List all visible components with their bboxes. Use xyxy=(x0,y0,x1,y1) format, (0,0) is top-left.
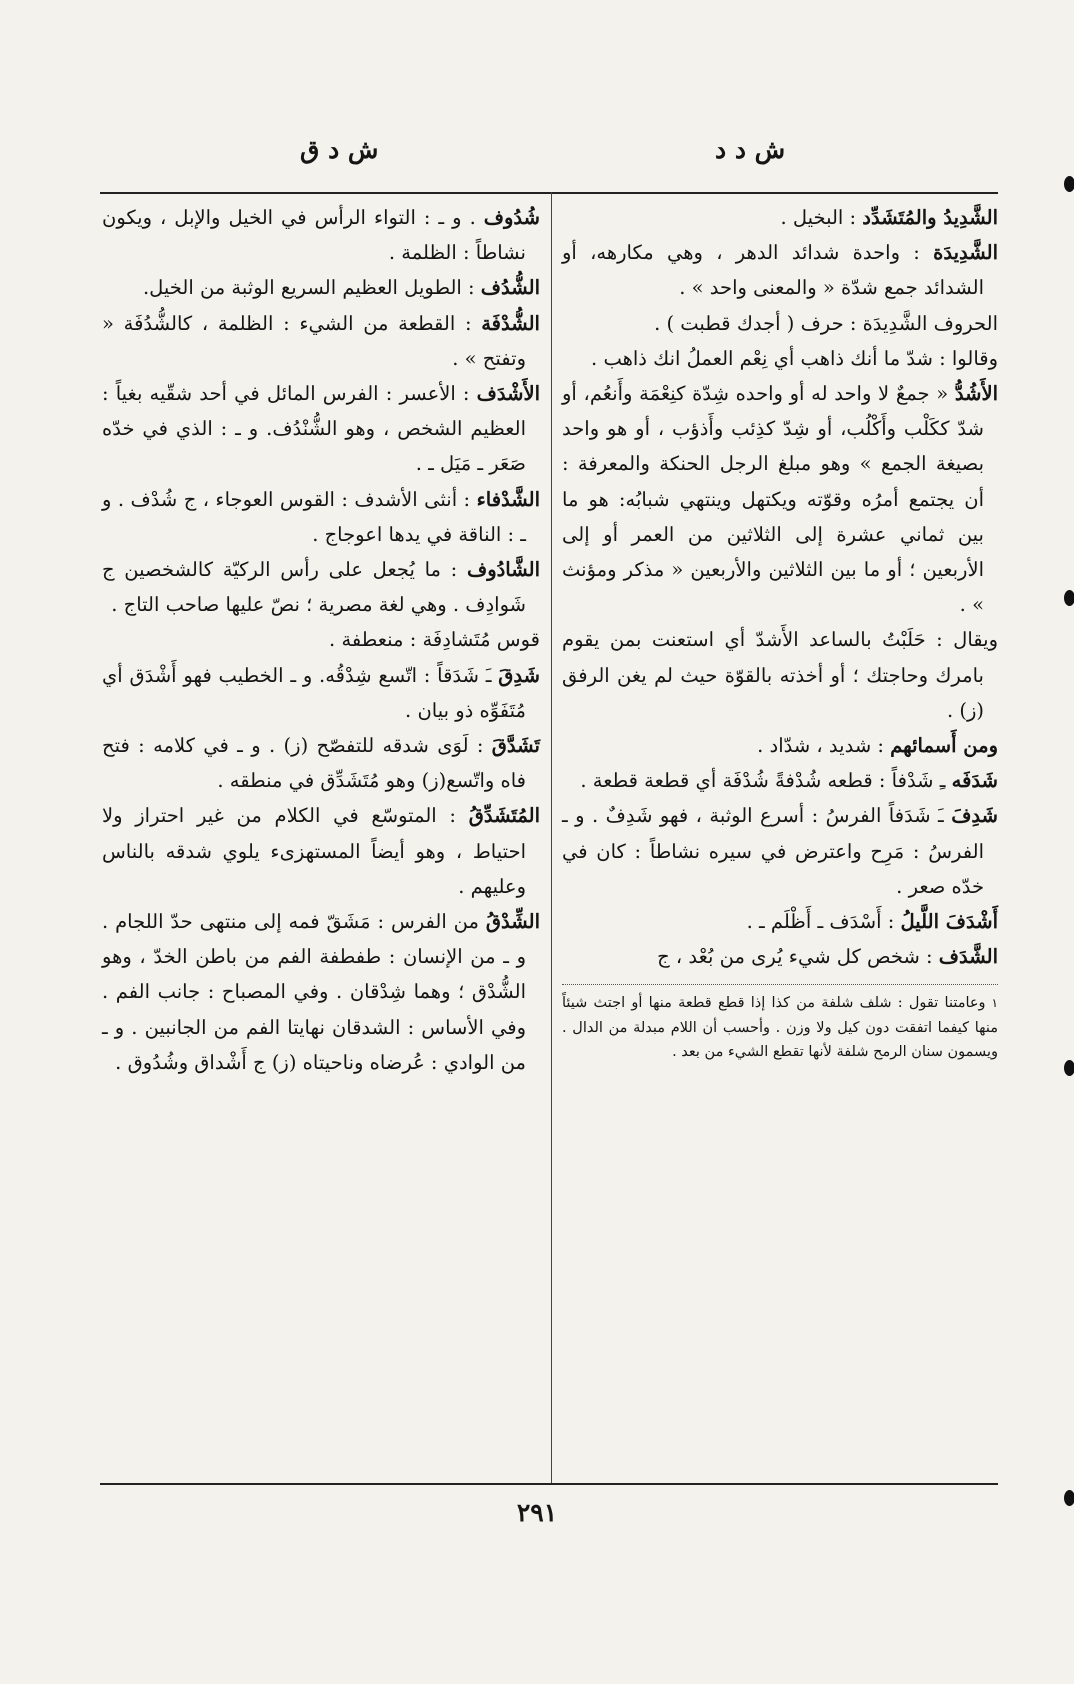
dictionary-entry xyxy=(562,200,998,235)
headword: المُتَشَدِّقُ xyxy=(468,804,541,828)
definition: : الطويل العظيم السريع الوثبة من الخيل. xyxy=(142,276,475,300)
dictionary-entry xyxy=(102,306,540,376)
margin-bullet-mark xyxy=(1064,590,1074,606)
running-head-right-root: ش د د xyxy=(715,135,786,164)
dictionary-entry xyxy=(102,482,540,552)
headword: الشَّدْفاء xyxy=(476,487,541,511)
definition: الحروف الشَّدِيدَة : حرف ( أجدك قطبت ) . xyxy=(654,311,998,335)
bottom-rule xyxy=(100,1483,998,1485)
page-number: ٢٩١ xyxy=(516,1498,558,1527)
definition: ويقال : حَلَبْتُ بالساعد الأَشدّ أي استعنت بمن يقوم بامرك وحاجتك ؛ أو أخذته بالقوّة حيث لم يغن الرفق (ز) . xyxy=(562,628,998,722)
running-head-left-root: ش د ق xyxy=(300,135,379,164)
definition: . و ـ : التواء الرأس في الخيل والإبل ، ويكون نشاطاً : الظلمة . xyxy=(102,206,526,265)
top-rule xyxy=(100,192,998,194)
definition: : المتوسّع في الكلام من غير احتراز ولا احتياط ، وهو أيضاً المستهزىء يلوي شدقه بالناس وعليهم . xyxy=(102,804,526,898)
dictionary-entry xyxy=(102,200,540,270)
right-column xyxy=(562,200,998,1065)
dictionary-entry xyxy=(562,376,998,622)
definition: : أنثى الأشدف : القوس العوجاء ، ج شُدْف . و ـ : الناقة في يدها اعوجاج . xyxy=(102,487,526,546)
dictionary-entry xyxy=(102,728,540,798)
headword: الأَشْدَف xyxy=(476,382,540,406)
headword: ومن أَسمائهم xyxy=(890,734,998,758)
dictionary-entry xyxy=(562,798,998,904)
headword: تَشَدَّقَ xyxy=(491,734,540,758)
footnote xyxy=(562,991,998,1065)
definition: : البخيل . xyxy=(780,206,857,229)
dictionary-entry xyxy=(102,622,540,657)
headword: الشُّدُف xyxy=(480,276,540,300)
definition: وقالوا : شدّ ما أنك ذاهب أي نِعْم العملُ انك ذاهب . xyxy=(591,346,998,370)
margin-bullet-mark xyxy=(1064,1060,1074,1076)
column-divider xyxy=(551,192,552,1483)
definition: : ما يُجعل على رأس الركيّة كالشخصين ج شَوادِف . وهي لغة مصرية ؛ نصّ عليها صاحب التاج . xyxy=(102,558,526,617)
dictionary-entry xyxy=(102,658,540,728)
dictionary-entry xyxy=(562,622,998,728)
definition: ـِ شَدْفاً : قطعه شُدْفةً شُدْفَة أي قطعة قطعة . xyxy=(580,769,946,793)
footnote-text: وعامتنا تقول : شلف شلفة من كذا إذا قطع قطعة منها أو اجتث شيئاً منها كيفما اتفقت دون كيل ولا وزن . وأحسب أن اللام مبدلة من الدال . ويسمون سنان الرمح شلفة لأنها تقطع الشيء من بعد . xyxy=(562,995,998,1061)
margin-bullet-mark xyxy=(1064,1490,1074,1506)
dictionary-entry xyxy=(102,904,540,1080)
footnote-number: ١ xyxy=(991,996,998,1011)
headword: الشَّدِيدَة xyxy=(933,241,998,265)
dictionary-entry xyxy=(562,235,998,305)
dictionary-entry xyxy=(562,904,998,939)
dictionary-entry xyxy=(102,376,540,482)
definition: : القطعة من الشيء : الظلمة ، كالشُّدُفَة « وتفتح » . xyxy=(102,311,526,370)
dictionary-entry xyxy=(562,939,998,974)
left-column xyxy=(102,200,540,1080)
definition: : لَوَى شدقه للتفصّح (ز) . و ـ في كلامه : فتح فاه واتّسع(ز) وهو مُتَشَدِّق في منطقه . xyxy=(102,734,526,793)
headword: أَشْدَفَ اللَّيلُ xyxy=(900,910,998,934)
definition: ـَ شَدَفاً الفرسُ : أسرع الوثبة ، فهو شَدِفٌ . و ـ الفرسُ : مَرِح واعترض في سيره نشاطاً : كان في خدّه صعر . xyxy=(562,804,984,898)
headword: الشَّدَف xyxy=(938,945,998,969)
definition: : الأعسر : الفرس المائل في أحد شقّيه بغياً : العظيم الشخص ، وهو الشُّنْدُف. و ـ : الذي في خدّه صَعَر ـ مَيَل ـ . xyxy=(102,382,526,476)
headword: الشُّدْفَة xyxy=(481,311,540,335)
headword: شُدُوف xyxy=(483,206,540,229)
margin-bullet-mark xyxy=(1064,176,1074,192)
dictionary-entry xyxy=(562,728,998,763)
definition: : واحدة شدائد الدهر ، وهي مكارهه، أو الشدائد جمع شدّة « والمعنى واحد » . xyxy=(562,241,984,300)
dictionary-entry xyxy=(562,306,998,341)
dictionary-entry xyxy=(102,552,540,622)
definition: : أَسْدَف ـ أَظْلَم ـ . xyxy=(746,910,895,934)
definition: قوس مُتَشادِفَة : منعطفة . xyxy=(329,628,540,652)
headword: الشِّدْقُ xyxy=(485,910,541,934)
dictionary-entry xyxy=(562,341,998,376)
headword: شَدِقَ xyxy=(498,663,540,687)
definition: : شديد ، شدّاد . xyxy=(757,734,884,758)
dictionary-entry xyxy=(102,270,540,305)
headword: شَدَفَه xyxy=(951,769,998,793)
footnote-rule xyxy=(562,984,998,985)
headword: شَدِفَ xyxy=(951,804,999,828)
dictionary-entry xyxy=(562,763,998,798)
dictionary-entry xyxy=(102,798,540,904)
definition: « جمعٌ لا واحد له أو واحده شِدّة كنِعْمَة وأَنعُم، أو شدّ ككَلْب وأَكْلُب، أو شِدّ كذِئب وأَذؤب ، أو هو واحد بصيغة الجمع » وهو مبلغ الرجل الحنكة والمعرفة : أن يجتمع أمرُه وقوّته ويكتهل وينتهي شبابُه: هو ما بين ثماني عشرة إلى الثلاثين من العمر أو إلى الأربعين ؛ أو ما بين الثلاثين والأربعين « مذكر ومؤنث » . xyxy=(562,382,984,617)
definition: من الفرس : مَشَقّ فمه إلى منتهى حدّ اللجام . و ـ من الإنسان : طفطفة الفم من باطن الخدّ ، وهو الشُّدْق ؛ وهما شِدْقان . وفي المصباح : جانب الفم . وفي الأساس : الشدقان نهايتا الفم من الجانبين . و ـ من الوادي : عُرضاه وناحيتاه (ز) ج أَشْداق وشُدُوق . xyxy=(102,910,526,1074)
headword: الأَشُدُّ xyxy=(954,382,998,406)
definition: ـَ شَدَقاً : اتّسع شِدْقُه. و ـ الخطيب فهو أَشْدَق أي مُتَفَوِّه ذو بيان . xyxy=(102,663,526,722)
headword: الشَّادُوف xyxy=(466,558,540,582)
definition: : شخص كل شيء يُرى من بُعْد ، ج xyxy=(657,945,933,969)
headword: الشَّدِيدُ والمُتَشَدِّد xyxy=(862,206,998,229)
